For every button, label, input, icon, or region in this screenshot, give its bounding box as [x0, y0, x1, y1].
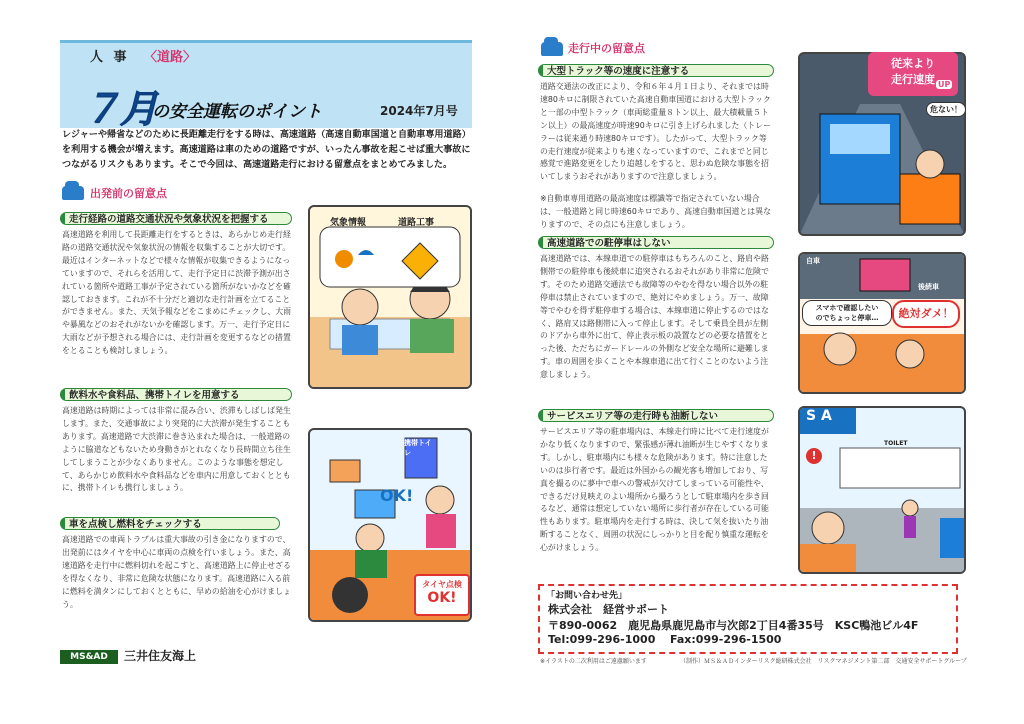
intro-text: レジャーや帰省などのために長距離走行をする時は、高速道路（高速自動車国道と自動車専用道路）を利用する機会が増えます。高速道路は車のための道路ですが、いったん事故を起こせば重大事故につながるリスクもあります。そこで今回は、高速道路走行における留意点をまとめてみました。	[62, 130, 471, 170]
label-danger: 危ない！	[926, 102, 966, 117]
heading-truck-speed: 大型トラック等の速度に注意する	[538, 64, 774, 77]
contact-box	[538, 584, 958, 654]
label-self-car: 自車	[806, 257, 820, 265]
insurer-name: 三井住友海上	[124, 649, 197, 663]
label-portable-toilet: 携帯トイレ	[404, 439, 432, 457]
body-supplies: 高速道路は時期によっては非常に混み合い、渋滞もしばしば発生します。また、交通事故により突発的に大渋滞が発生することもあります。高速道路で大渋滞に巻き込まれた場合は、一般道路のように脇道などもないため身動きがとれなくなり長時間立ち往生してしまうことが少なくありません。このような事態を想定して、あらかじめ飲料水や食料品などを車内に用意しておくとともに、携帯トイレも携行しましょう。	[62, 406, 291, 493]
header-month: ７月	[82, 87, 159, 131]
label-speed-line1: 従来より	[891, 57, 935, 70]
heading-service-area: サービスエリア等の走行時も油断しない	[538, 409, 774, 422]
illustration-planning	[308, 205, 472, 389]
note-truck-speed: ※自動車専用道路の最高速度は標識等で指定されていない場合は、一般道路と同じ時速60キロであり、高速自動車国道とは異なりますので、その点にも注意しましょう。	[540, 194, 771, 229]
contact-company: 株式会社 経営サポート	[548, 603, 669, 616]
contact-tel: Tel:099-296-1000	[548, 633, 656, 646]
label-toilet-sign: TOILET	[884, 440, 908, 447]
section-title-while-driving: 走行中の留意点	[568, 42, 645, 55]
label-tire-ok: OK!	[427, 590, 457, 606]
body-truck-speed: 道路交通法の改正により、令和６年４月１日より、それまでは時速80キロに制限されていた高速自動車国道における大型トラックと一部の中型トラック（車両総重量８トン以上、最大積載量５トン以上）の最高速度が時速90キロに引き上げられました（トレーラーは従来通り時速80キロです）。したがって、大型トラック等の走行速度が従来よりも速くなっていますので、これまでと同じ感覚で進路変更をしたり追越しをすると、思わぬ危険な事態を招いてしまうおそれがありますので注意しましょう。	[540, 82, 771, 182]
label-sa: S A	[806, 408, 832, 424]
label-never: 絶対ダメ！	[892, 300, 960, 328]
bubble-line1: スマホで確認したい	[815, 304, 879, 312]
body-vehicle-check: 高速道路での車両トラブルは重大事故の引き金になりますので、出発前にはタイヤを中心に車両の点検を行いましょう。また、高速道路を走行中に燃料切れを起こすと、高速道路上に停止せざるを得なくなり、非常に危険な状態になります。高速道路に入る前に燃料を満タンにしておくとともに、早めの給油を心がけましょう。	[62, 535, 291, 609]
car-icon	[62, 186, 84, 200]
contact-label: 「お問い合わせ先」	[546, 591, 628, 601]
illustration-note: ※イラストの二次利用はご遠慮願います	[540, 658, 647, 665]
producer-note: （制作）ＭＳ＆ＡＤインターリスク総研株式会社 リスクマネジメント第二部 交通安全サポートグループ	[680, 658, 967, 665]
section-title-before-departure: 出発前の留意点	[90, 187, 167, 200]
heading-supplies: 飲料水や食料品、携帯トイレを用意する	[60, 388, 292, 401]
planning-scene	[310, 207, 470, 387]
speech-bubble-phone	[802, 300, 892, 326]
label-up: UP	[938, 80, 951, 89]
illustration-service-area	[798, 406, 966, 574]
label-following-car: 後続車	[918, 283, 939, 291]
page-title: の安全運転のポイント	[152, 102, 322, 122]
heading-no-stopping: 高速道路での駐停車はしない	[538, 236, 774, 249]
contact-fax: Fax:099-296-1500	[670, 633, 782, 646]
label-tire-check: タイヤ点検	[422, 580, 462, 589]
msad-logo: MS&AD	[60, 650, 118, 664]
bubble-line2: のでちょっと停車…	[815, 314, 879, 322]
label-warning: !	[806, 448, 822, 464]
body-route-check: 高速道路を利用して長距離走行をするときは、あらかじめ走行経路の道路交通状況や気象状況の情報を収集することが大切です。最近はインターネットなどで様々な情報が収集できるようになっていますので、それらを活用して、走行予定日に渋滞予測が出されている箇所や道路工事が予定されている箇所がないかなどを確認しておきます。これが不十分だと適切な走行計画を立てることができません。また、天気予報などをこまめにチェックし、大雨や暴風などのおそれがないかを確認します。万一、走行予定日に大雨などが予想される場合には、走行計画を変更するなどの措置をとることも検討しましょう。	[62, 230, 292, 356]
body-service-area: サービスエリア等の駐車場内は、本線走行時に比べて走行速度がかなり低くなりますので、緊張感が薄れ油断が生じやすくなります。しかし、駐車場内にも様々な危険があります。特に注意したいのは歩行者です。最近は外国からの観光客も増加しており、写真を撮るのに夢中で車への警戒が欠けてしまっている可能性や、できるだけ見映えのよい場所から撮ろうとして駐車場内を歩き回るなど、通常は想定していない場所に歩行者が存在している可能性もあります。駐車場内を走行する時は、決して気を抜いたり油断することなく、周囲の状況にしっかりと目を配り慎重な運転を心がけましょう。	[540, 427, 769, 553]
header-road-label: 〈道路〉	[144, 50, 197, 65]
label-speed-line2: 走行速度	[891, 73, 935, 86]
heading-route-check: 走行経路の道路交通状況や気象状況を把握する	[60, 212, 292, 225]
body-no-stopping: 高速道路では、本線車道での駐停車はもちろんのこと、路肩や路側帯での駐停車も後続車に追突されるおそれがあり非常に危険です。そのため道路交通法でも故障等のやむを得ない場合以外の駐停車は禁止されていますので、絶対にやめましょう。万一、故障等でやむを得ず駐停車する場合は、本線車道に停止するのではなく、路肩又は路側帯に入って停止します。そして乗員全員が左側のドアから車外に出て、停止表示板の設置などの必要な措置をとった後、ただちにガードレールの外側など安全な場所に避難します。車の周囲を歩くことや本線車道に出て行くことのないよう注意しましょう。	[540, 254, 769, 380]
header-dept: 人 事	[90, 50, 130, 65]
contact-address: 〒890-0062 鹿児島県鹿児島市与次郎2丁目4番35号 KSC鴨池ビル4F	[548, 619, 919, 632]
heading-vehicle-check: 車を点検し燃料をチェックする	[60, 517, 280, 530]
tire-check-badge	[414, 574, 470, 616]
label-road-construction: 道路工事	[398, 218, 435, 228]
label-weather-info: 気象情報	[330, 218, 367, 228]
label-ok-supplies: OK!	[380, 486, 414, 505]
car-icon	[541, 42, 563, 56]
speed-up-badge	[868, 52, 958, 96]
service-area-scene	[800, 408, 964, 572]
issue-date: 2024年7月号	[380, 104, 458, 118]
